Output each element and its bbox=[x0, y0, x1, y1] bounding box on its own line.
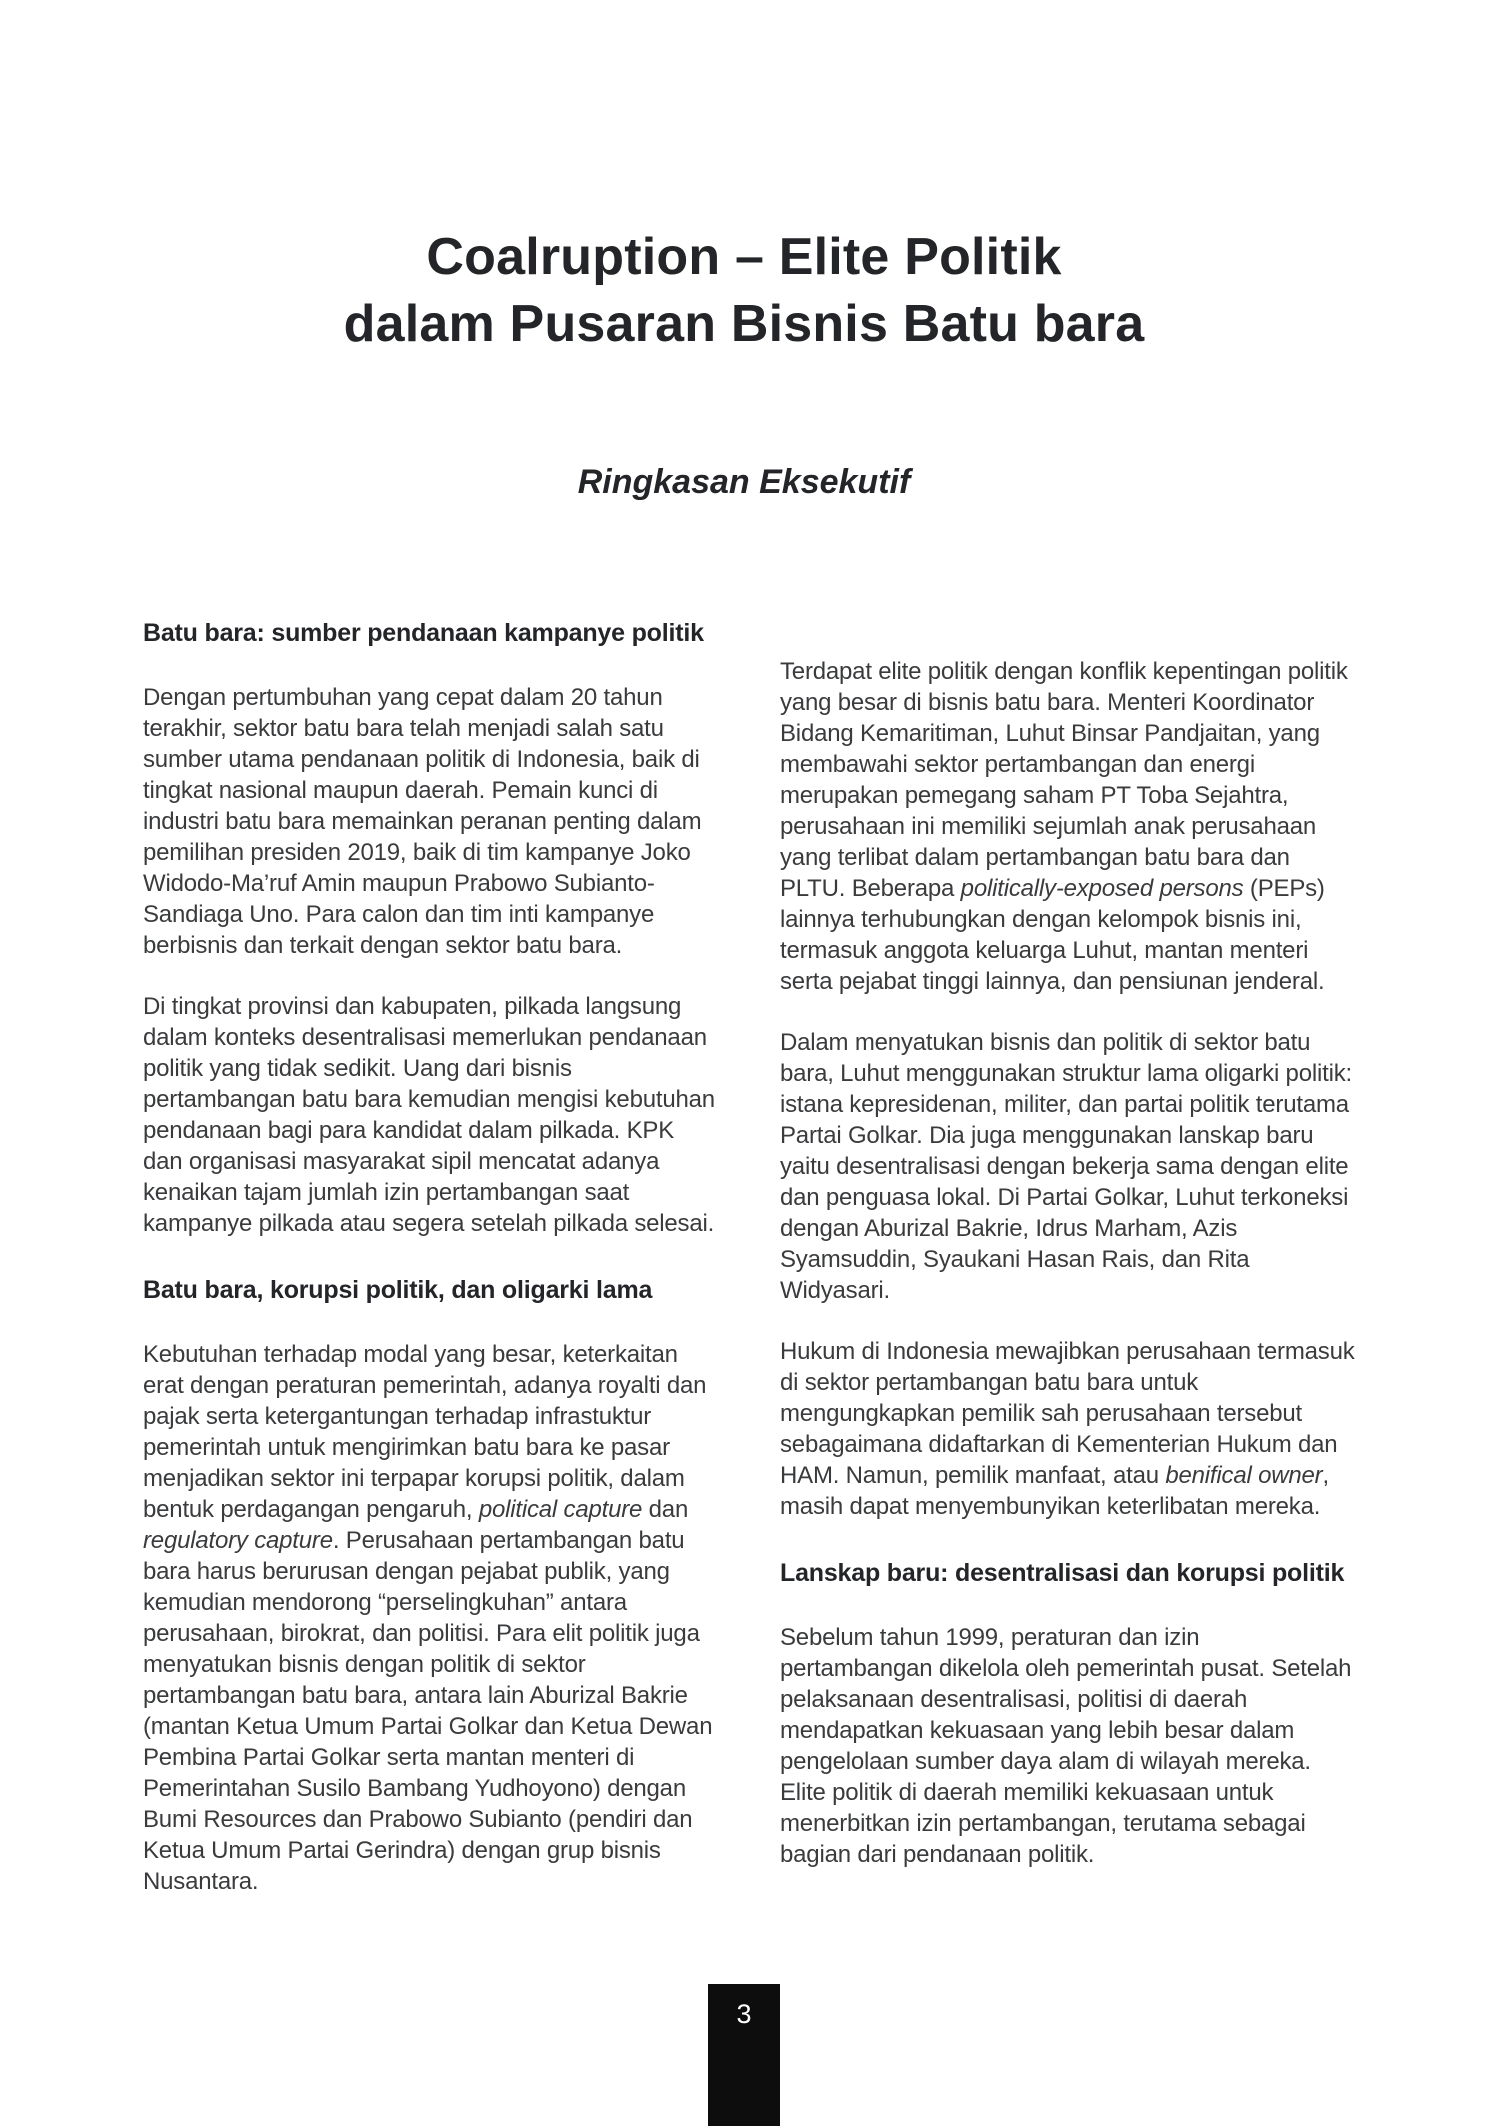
column-heading: Batu bara, korupsi politik, dan oligarki lama bbox=[143, 1276, 653, 1304]
document-title bbox=[0, 224, 1488, 358]
body-text: . Perusahaan pertambangan batu bara harus berurusan dengan pejabat publik, yang kemudian mendorong “perselingkuhan” antara perusahaan, birokrat, dan politisi. Para elit politik juga menyatukan bisnis dengan politik di sektor pertambangan batu bara, antara lain Aburizal Bakrie (mantan Ketua Umum Partai Golkar dan Ketua Dewan Pembina Partai Golkar serta mantan menteri di Pemerintahan Susilo Bambang Yudhoyono) dengan Bumi Resources dan Prabowo Subianto (pendiri dan Ketua Umum Partai Gerindra) dengan grup bisnis Nusantara. bbox=[143, 1527, 713, 1895]
section-subtitle: Ringkasan Eksekutif bbox=[577, 463, 911, 501]
page-number: 3 bbox=[736, 1999, 752, 2029]
italic-text: regulatory capture bbox=[143, 1527, 333, 1554]
page-number-box bbox=[708, 1984, 780, 2126]
column-heading: Lanskap baru: desentralisasi dan korupsi politik bbox=[780, 1559, 1345, 1587]
italic-text: politically-exposed persons bbox=[960, 875, 1244, 902]
paragraph bbox=[143, 682, 718, 961]
right-column bbox=[780, 618, 1355, 1927]
body-text: Dalam menyatukan bisnis dan politik di sektor batu bara, Luhut menggunakan struktur lama oligarki politik: istana kepresidenan, militer, dan partai politik terutama Partai Golkar. Dia juga menggunakan lanskap baru yaitu desentralisasi dengan bekerja sama dengan elite dan penguasa lokal. Di Partai Golkar, Luhut terkoneksi dengan Aburizal Bakrie, Idrus Marham, Azis Syamsuddin, Syaukani Hasan Rais, dan Rita Widyasari. bbox=[780, 1029, 1352, 1304]
body-text: (PEPs) lainnya terhubungkan dengan kelompok bisnis ini, termasuk anggota keluarga Luhut, mantan menteri serta pejabat tinggi lainnya, dan pensiunan jenderal. bbox=[780, 875, 1325, 995]
paragraph bbox=[780, 1336, 1355, 1522]
column-heading: Batu bara: sumber pendanaan kampanye politik bbox=[143, 619, 704, 647]
paragraph bbox=[780, 1622, 1355, 1870]
body-text: Kebutuhan terhadap modal yang besar, keterkaitan erat dengan peraturan pemerintah, adanya royalti dan pajak serta ketergantungan terhadap infrastuktur pemerintah untuk mengirimkan batu bara ke pasar menjadikan sektor ini terpapar korupsi politik, dalam bentuk perdagangan pengaruh, bbox=[143, 1341, 707, 1523]
body-text: Sebelum tahun 1999, peraturan dan izin pertambangan dikelola oleh pemerintah pusat. Setelah pelaksanaan desentralisasi, politisi di daerah mendapatkan kekuasaan yang lebih besar dalam pengelolaan sumber daya alam di wilayah mereka. Elite politik di daerah memiliki kekuasaan untuk menerbitkan izin pertambangan, terutama sebagai bagian dari pendanaan politik. bbox=[780, 1624, 1352, 1868]
italic-text: political capture bbox=[478, 1496, 643, 1523]
paragraph bbox=[780, 656, 1355, 997]
body-text: dan bbox=[642, 1496, 689, 1523]
paragraph bbox=[143, 991, 718, 1239]
title-line-2: dalam Pusaran Bisnis Batu bara bbox=[343, 295, 1145, 353]
body-text: Di tingkat provinsi dan kabupaten, pilkada langsung dalam konteks desentralisasi memerlukan pendanaan politik yang tidak sedikit. Uang dari bisnis pertambangan batu bara kemudian mengisi kebutuhan pendanaan bagi para kandidat dalam pilkada. KPK dan organisasi masyarakat sipil mencatat adanya kenaikan tajam jumlah izin pertambangan saat kampanye pilkada atau segera setelah pilkada selesai. bbox=[143, 993, 715, 1237]
body-text: Terdapat elite politik dengan konflik kepentingan politik yang besar di bisnis batu bara. Menteri Koordinator Bidang Kemaritiman, Luhut Binsar Pandjaitan, yang membawahi sektor pertambangan dan energi merupakan pemegang saham PT Toba Sejahtra, perusahaan ini memiliki sejumlah anak perusahaan yang terlibat dalam pertambangan batu bara dan PLTU. Beberapa bbox=[780, 658, 1348, 902]
body-text: Dengan pertumbuhan yang cepat dalam 20 tahun terakhir, sektor batu bara telah menjadi salah satu sumber utama pendanaan politik di Indonesia, baik di tingkat nasional maupun daerah. Pemain kunci di industri batu bara memainkan peranan penting dalam pemilihan presiden 2019, baik di tim kampanye Joko Widodo-Ma’ruf Amin maupun Prabowo Subianto-Sandiaga Uno. Para calon dan tim inti kampanye berbisnis dan terkait dengan sektor batu bara. bbox=[143, 684, 702, 959]
two-column-body bbox=[143, 618, 1355, 1927]
paragraph bbox=[143, 1339, 718, 1897]
left-column bbox=[143, 618, 718, 1927]
title-line-1: Coalruption – Elite Politik bbox=[426, 228, 1062, 286]
paragraph bbox=[780, 1027, 1355, 1306]
body-text: Hukum di Indonesia mewajibkan perusahaan termasuk di sektor pertambangan batu bara untuk mengungkapkan pemilik sah perusahaan tersebut sebagaimana didaftarkan di Kementerian Hukum dan HAM. Namun, pemilik manfaat, atau bbox=[780, 1338, 1355, 1489]
body-text: , masih dapat menyembunyikan keterlibatan mereka. bbox=[780, 1462, 1329, 1520]
italic-text: benifical owner bbox=[1165, 1462, 1323, 1489]
